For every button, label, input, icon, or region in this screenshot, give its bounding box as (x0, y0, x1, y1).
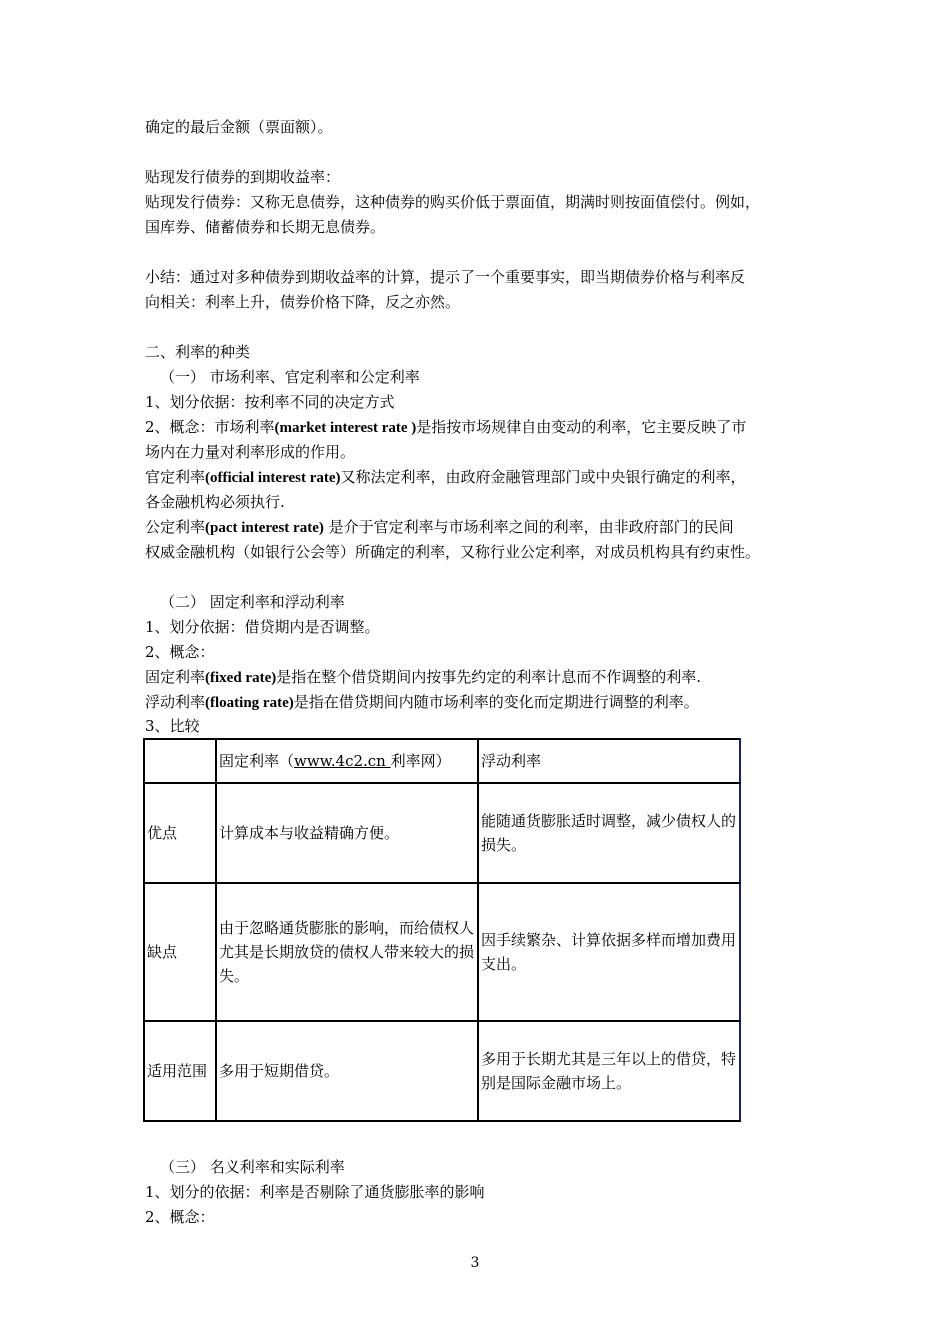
table-header-fixed-prefix: 固定利率（ (219, 752, 295, 770)
market-rate-def-b: 场内在力量对利率形成的作用。 (145, 443, 356, 461)
table-header-floating: 浮动利率 (478, 739, 740, 783)
table-cell-floating: 能随通货膨胀适时调整，减少债权人的损失。 (478, 783, 740, 883)
page-number: 3 (470, 1255, 480, 1271)
concept-line-2: 2、概念： (145, 643, 215, 661)
official-rate-def-a: 又称法定利率，由政府金融管理部门或中央银行确定的利率， (340, 468, 746, 486)
basis-line-3: 1、划分的依据：利率是否剔除了通货膨胀率的影响 (145, 1183, 485, 1201)
paragraph-discount-bond-b: 国库券、储蓄债券和长期无息债券。 (145, 218, 386, 236)
site-link[interactable]: www.4c2.cn (294, 752, 391, 770)
market-rate-term: (market interest rate ) (274, 420, 417, 436)
fixed-rate-def: 是指在整个借贷期间内按事先约定的利率计息而不作调整的利率. (276, 668, 702, 686)
table-cell-fixed: 由于忽略通货膨胀的影响，而给债权人尤其是长期放贷的债权人带来较大的损失。 (216, 883, 478, 1021)
official-rate-term: (official interest rate) (205, 470, 341, 486)
paragraph-summary-a: 小结：通过对多种债券到期收益率的计算，提示了一个重要事实，即当期债券价格与利率反 (145, 268, 746, 286)
floating-rate-def: 是指在借贷期间内随市场利率的变化而定期进行调整的利率。 (293, 693, 699, 711)
table-header-row (144, 739, 740, 783)
table-cell-fixed: 多用于短期借贷。 (216, 1021, 478, 1121)
concept-line-3: 2、概念： (145, 1208, 215, 1226)
basis-line-2: 1、划分依据：借贷期内是否调整。 (145, 618, 380, 636)
table-row (144, 1021, 740, 1121)
table-row-label: 缺点 (144, 883, 216, 1021)
table-cell-floating: 因手续繁杂、计算依据多样而增加费用支出。 (478, 883, 740, 1021)
floating-rate-term: (floating rate) (205, 695, 294, 711)
basis-line-1: 1、划分依据：按利率不同的决定方式 (145, 393, 395, 411)
official-rate-line-a (145, 465, 746, 491)
subsection-heading-1: （一） 市场利率、官定利率和公定利率 (160, 368, 420, 386)
floating-rate-line (145, 690, 699, 716)
subsection-heading-3: （三） 名义利率和实际利率 (160, 1158, 345, 1176)
official-rate-prefix: 官定利率 (145, 468, 206, 486)
pact-rate-term: (pact interest rate) (205, 520, 324, 536)
fixed-rate-term: (fixed rate) (205, 670, 277, 686)
paragraph-face-value: 确定的最后金额（票面额）。 (145, 118, 333, 136)
compare-line: 3、比较 (145, 717, 200, 735)
table-row (144, 783, 740, 883)
subsection-heading-2: （二） 固定利率和浮动利率 (160, 593, 345, 611)
table-row (144, 883, 740, 1021)
fixed-rate-prefix: 固定利率 (145, 668, 206, 686)
market-rate-line-a (145, 415, 746, 441)
table-header-fixed-suffix: 利率网） (390, 752, 451, 770)
floating-rate-prefix: 浮动利率 (145, 693, 206, 711)
paragraph-discount-bond-a: 贴现发行债券：又称无息债券，这种债券的购买价低于票面值，期满时则按面值偿付。例如， (145, 193, 761, 211)
table-cell-fixed: 计算成本与收益精确方便。 (216, 783, 478, 883)
official-rate-def-b: 各金融机构必须执行. (145, 493, 285, 511)
section-title-interest-types: 二、利率的种类 (145, 343, 251, 361)
pact-rate-line-a (145, 515, 734, 541)
paragraph-summary-b: 向相关：利率上升，债券价格下降，反之亦然。 (145, 293, 461, 311)
table-row-label: 适用范围 (144, 1021, 216, 1121)
pact-rate-def-a: 是介于官定利率与市场利率之间的利率，由非政府部门的民间 (323, 518, 734, 536)
table-header-fixed (216, 739, 478, 783)
pact-rate-prefix: 公定利率 (145, 518, 206, 536)
market-rate-prefix: 2、概念：市场利率 (145, 418, 275, 436)
market-rate-def-a: 是指按市场规律自由变动的利率，它主要反映了市 (416, 418, 747, 436)
table-cell-floating: 多用于长期尤其是三年以上的借贷，特别是国际金融市场上。 (478, 1021, 740, 1121)
paragraph-discount-yield-title: 贴现发行债券的到期收益率： (145, 168, 341, 186)
pact-rate-def-b: 权威金融机构（如银行公会等）所确定的利率，又称行业公定利率，对成员机构具有约束性。 (145, 543, 761, 561)
table-row-label: 优点 (144, 783, 216, 883)
table-header-empty (144, 739, 216, 783)
comparison-table (143, 738, 741, 1122)
fixed-rate-line (145, 665, 701, 691)
